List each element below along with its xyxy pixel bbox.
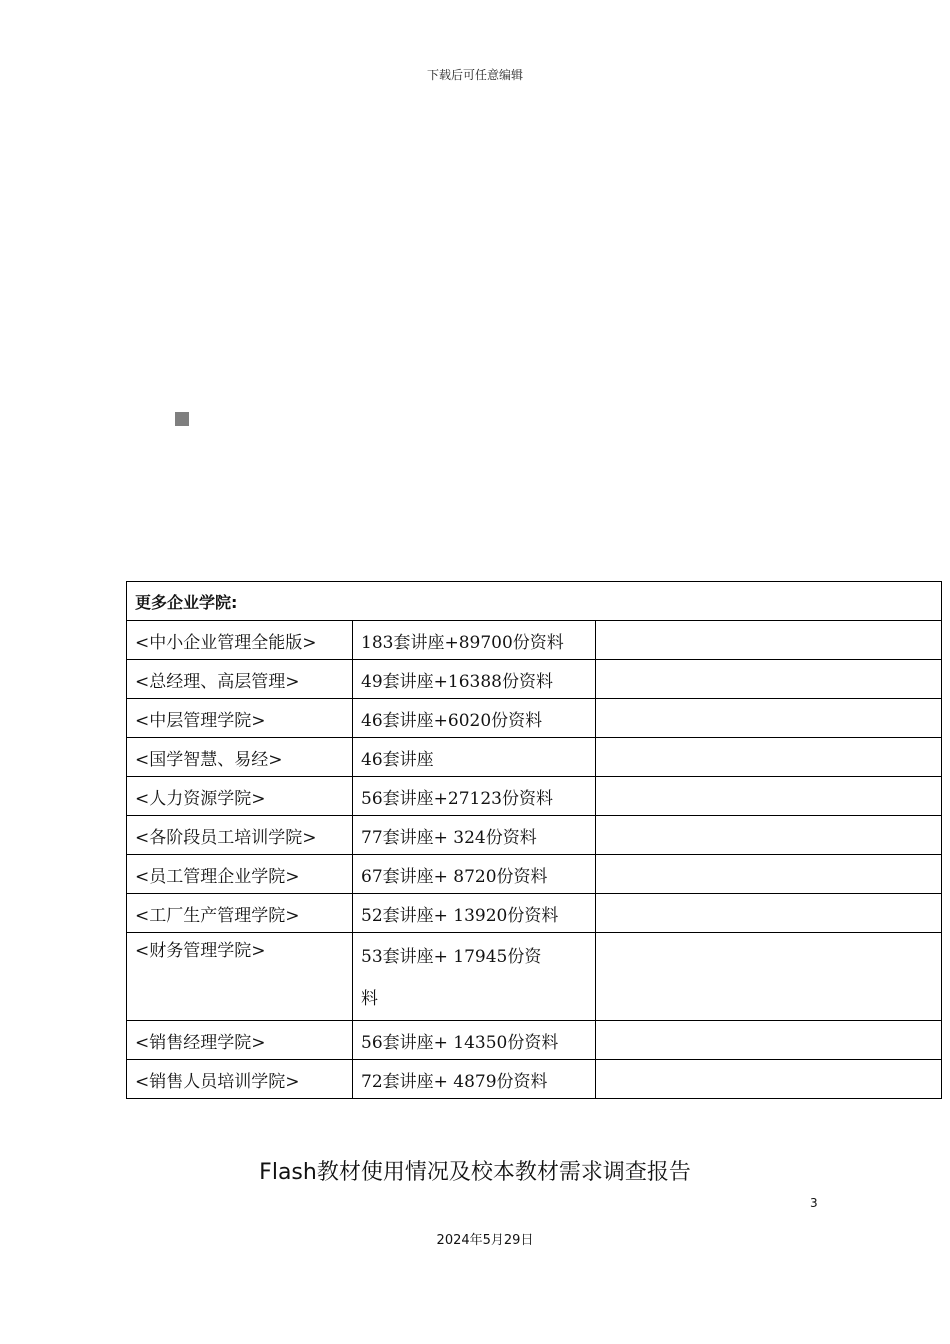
course-name: <各阶段员工培训学院> [127,816,353,855]
empty-cell [596,777,942,816]
course-detail [353,933,596,1021]
course-detail: 183套讲座+89700份资料 [353,621,596,660]
course-name: <销售经理学院> [127,1021,353,1060]
document-date: 2024年5月29日 [436,1233,534,1248]
course-detail: 46套讲座+6020份资料 [353,699,596,738]
table-row [127,621,942,660]
course-detail: 72套讲座+ 4879份资料 [353,1060,596,1099]
course-detail: 56套讲座+27123份资料 [353,777,596,816]
table-row [127,933,942,1021]
page-number: 3 [810,1196,818,1210]
empty-cell [596,933,942,1021]
course-name: <员工管理企业学院> [127,855,353,894]
course-name: <销售人员培训学院> [127,1060,353,1099]
empty-cell [596,738,942,777]
empty-cell [596,660,942,699]
table-row [127,738,942,777]
empty-cell [596,894,942,933]
course-name: <中层管理学院> [127,699,353,738]
table-row [127,1021,942,1060]
course-detail: 52套讲座+ 13920份资料 [353,894,596,933]
empty-cell [596,699,942,738]
page-header: 下载后可任意编辑 [426,68,523,82]
empty-cell [596,816,942,855]
table-row [127,855,942,894]
empty-cell [596,621,942,660]
table-heading: 更多企业学院: [127,582,942,621]
square-bullet-icon [175,412,189,426]
course-detail-text: 53套讲座+ 17945份资料 [361,947,542,1009]
course-table [126,581,942,1099]
course-name: <总经理、高层管理> [127,660,353,699]
document-title: Flash教材使用情况及校本教材需求调查报告 [259,1160,691,1185]
course-detail: 49套讲座+16388份资料 [353,660,596,699]
course-detail: 67套讲座+ 8720份资料 [353,855,596,894]
table-row [127,699,942,738]
table-row [127,777,942,816]
course-name: <中小企业管理全能版> [127,621,353,660]
table-row [127,1060,942,1099]
course-detail: 77套讲座+ 324份资料 [353,816,596,855]
course-name: <国学智慧、易经> [127,738,353,777]
course-name: <财务管理学院> [127,933,353,1021]
table-row [127,816,942,855]
course-name: <人力资源学院> [127,777,353,816]
course-detail: 56套讲座+ 14350份资料 [353,1021,596,1060]
table-heading-row [127,582,942,621]
table-row [127,894,942,933]
course-name: <工厂生产管理学院> [127,894,353,933]
empty-cell [596,1021,942,1060]
course-detail: 46套讲座 [353,738,596,777]
empty-cell [596,1060,942,1099]
empty-cell [596,855,942,894]
table-row [127,660,942,699]
